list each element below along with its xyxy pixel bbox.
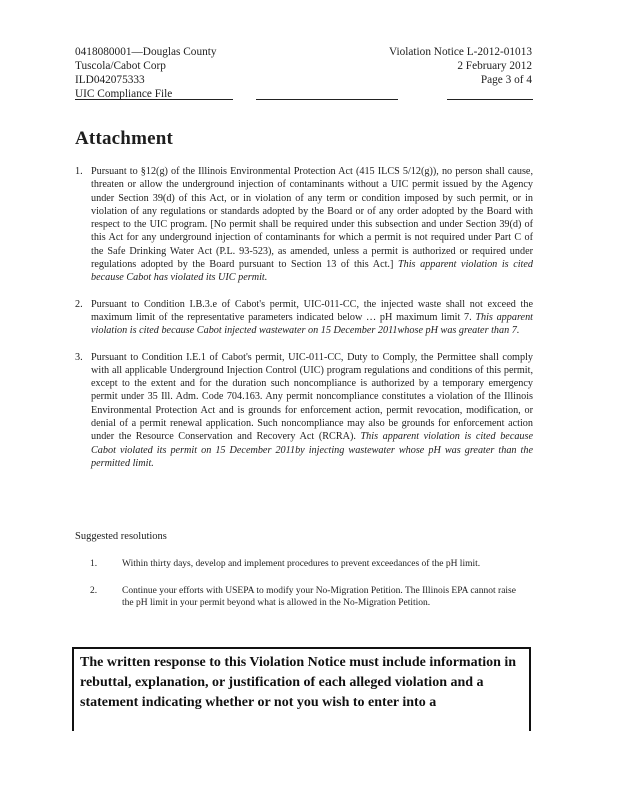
resolution-number: 2.: [90, 585, 98, 596]
resolution-text: Within thirty days, develop and implement procedures to prevent exceedances of the pH limit.: [122, 559, 481, 569]
violation-item: [75, 165, 533, 285]
violation-number: 1.: [75, 166, 83, 177]
resolution-text: Continue your efforts with USEPA to modify your No-Migration Petition. The Illinois EPA cannot raise the pH limit in your permit beyond what is allowed in the No-Migration Petition.: [122, 585, 516, 608]
header-rule-right: [447, 99, 533, 100]
header-facility-id: 0418080001—Douglas County: [75, 46, 217, 58]
violation-text: Pursuant to Condition I.E.1 of Cabot's permit, UIC-011-CC, Duty to Comply, the Permittee shall comply with all applicable Underground Injection Control (UIC) program regulations and conditions of this permit, except to the extent and for the duration such noncompliance is authorized by a temporary emergency permit under 35 Ill. Adm. Code 704.163. Any permit noncompliance constitutes a violation of the Illinois Environmental Protection Act and is grounds for enforcement action, permit revocation, modification, or denial of a permit renewal application. Such noncompliance may also be grounds for enforcement action under the Resource Conservation and Recovery Act (RCRA).: [91, 351, 533, 443]
violation-citation: This apparent violation is cited because Cabot injected wastewater on 15 December 2011whose pH was greater than 7.: [91, 311, 533, 337]
page-title: Attachment: [75, 128, 174, 149]
header-violation-notice: Violation Notice L-2012-01013: [388, 46, 532, 58]
violation-number: 3.: [75, 351, 83, 363]
header-epa-id: ILD042075333: [75, 74, 145, 86]
response-notice-box: The written response to this Violation Notice must include information in rebuttal, explanation, or justification of each alleged violation and a statement indicating whether or not you wish to enter into a: [72, 647, 531, 731]
header-facility-name: Tuscola/Cabot Corp: [75, 60, 166, 72]
violation-citation: This apparent violation is cited because Cabot violated its permit on 15 December 2011by injecting wastewater whose pH was greater than the permitted limit.: [91, 431, 534, 469]
violation-item: [75, 298, 533, 338]
violation-text: Pursuant to §12(g) of the Illinois Environmental Protection Act (415 ILCS 5/12(g)), no person shall cause, threaten or allow the underground injection of contaminants without a UIC permit issued by the Agency under Section 39(d) of this Act, or in violation of any term or condition imposed by such permit, or in violation of any regulations or standards adopted by the Board or of any order adopted by the Board with respect to the UIC program. [No permit shall be required under this subsection and under Section 39(d) of this Act for any underground injection of contaminants for which a permit is not required under Part C of the Safe Drinking Water Act (P.L. 93-523), as amended, unless a permit is authorized or required under regulations adopted by the Board pursuant to Section 13 of this Act.]: [91, 166, 533, 271]
header-rule-left: [75, 99, 233, 100]
violation-list: [75, 165, 533, 483]
violation-number: 2.: [75, 298, 83, 310]
header-file-name: UIC Compliance File: [75, 88, 173, 100]
violation-text: Pursuant to Condition I.B.3.e of Cabot's permit, UIC-011-CC, the injected waste shall not exceed the maximum limit of the representative parameters indicated below … pH maximum limit 7.: [91, 298, 533, 323]
resolution-item: [90, 558, 523, 571]
resolution-item: [90, 585, 523, 610]
header-rule-middle: [256, 99, 398, 100]
header-page-number: Page 3 of 4: [480, 74, 532, 86]
violation-item: [75, 351, 533, 471]
suggested-resolutions-list: [90, 558, 523, 624]
suggested-resolutions-heading: Suggested resolutions: [75, 531, 167, 542]
violation-citation: This apparent violation is cited because Cabot has violated its UIC permit.: [91, 259, 534, 284]
header-right-block: [357, 45, 532, 87]
header-left-block: [75, 45, 217, 101]
header-date: 2 February 2012: [457, 60, 532, 72]
resolution-number: 1.: [90, 559, 98, 569]
